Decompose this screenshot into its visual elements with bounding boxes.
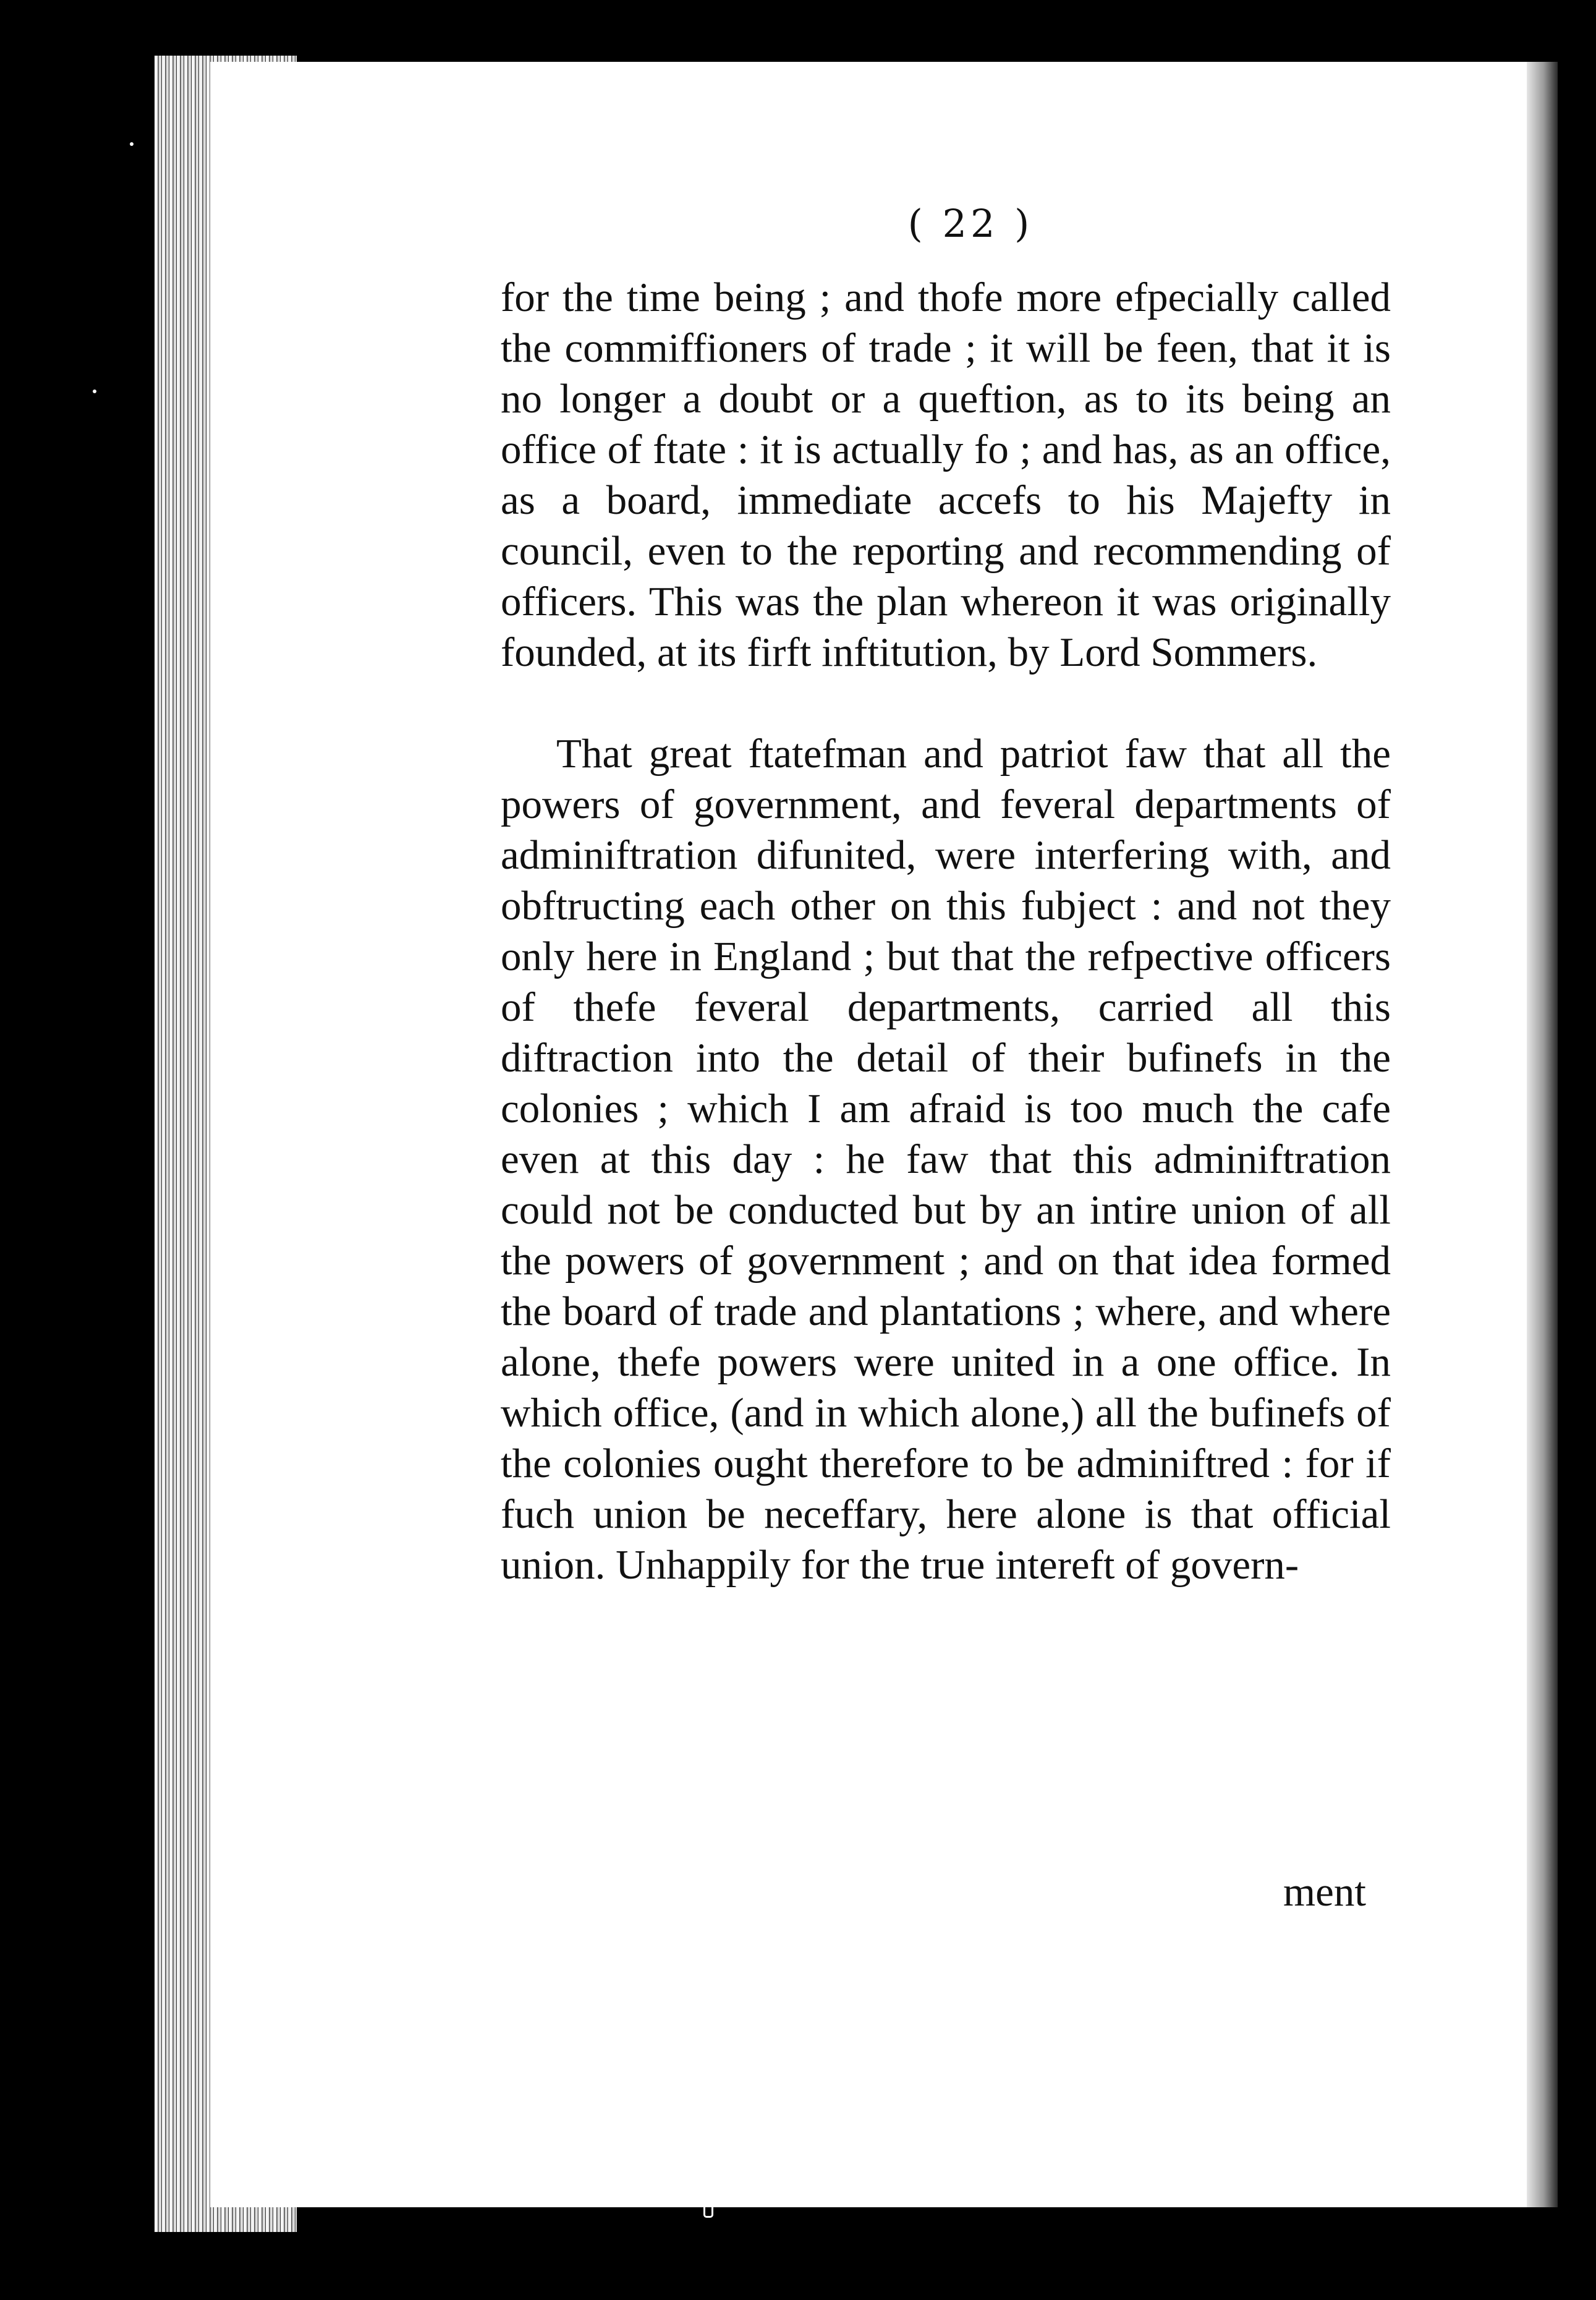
page-gutter-shadow <box>1527 62 1558 2207</box>
paragraph: for the time being ; and thofe more efpecially called the commiffioners of trade ; it will be feen, that it is no longer a doubt or a queftion, as to its being an office of ftate : it is actually fo ; and has, as an office, as a board, immediate accefs to his Majefty in council, even to the reporting and recommending of officers. This was the plan whereon it was originally founded, at its firft inftitution, by Lord Sommers. <box>501 275 1391 675</box>
dust-speck <box>130 142 134 146</box>
body-text <box>501 272 1391 1590</box>
binding-mark <box>703 2192 713 2218</box>
paragraph: That great ftatefman and patriot faw that all the powers of government, and feveral departments of adminiftration difunited, were interfering with, and obftructing each other on this fubject : and not they only here in England ; but that the refpective officers of thefe feveral departments, carried all this diftraction into the detail of their bufinefs in the colonies ; which I am afraid is too much the cafe even at this day : he faw that this adminiftration could not be conducted but by an intire union of all the powers of government ; and on that idea formed the board of trade and plantations ; where, and where alone, thefe powers were united in a one office. In which office, (and in which alone,) all the bufinefs of the colonies ought therefore to be adminiftred : for if fuch union be neceffary, here alone is that official union. Unhappily for the true intereft of govern- <box>501 731 1391 1588</box>
catchword: ment <box>1283 1869 1366 1915</box>
dust-speck <box>93 390 96 393</box>
page-number: ( 22 ) <box>907 201 1034 246</box>
